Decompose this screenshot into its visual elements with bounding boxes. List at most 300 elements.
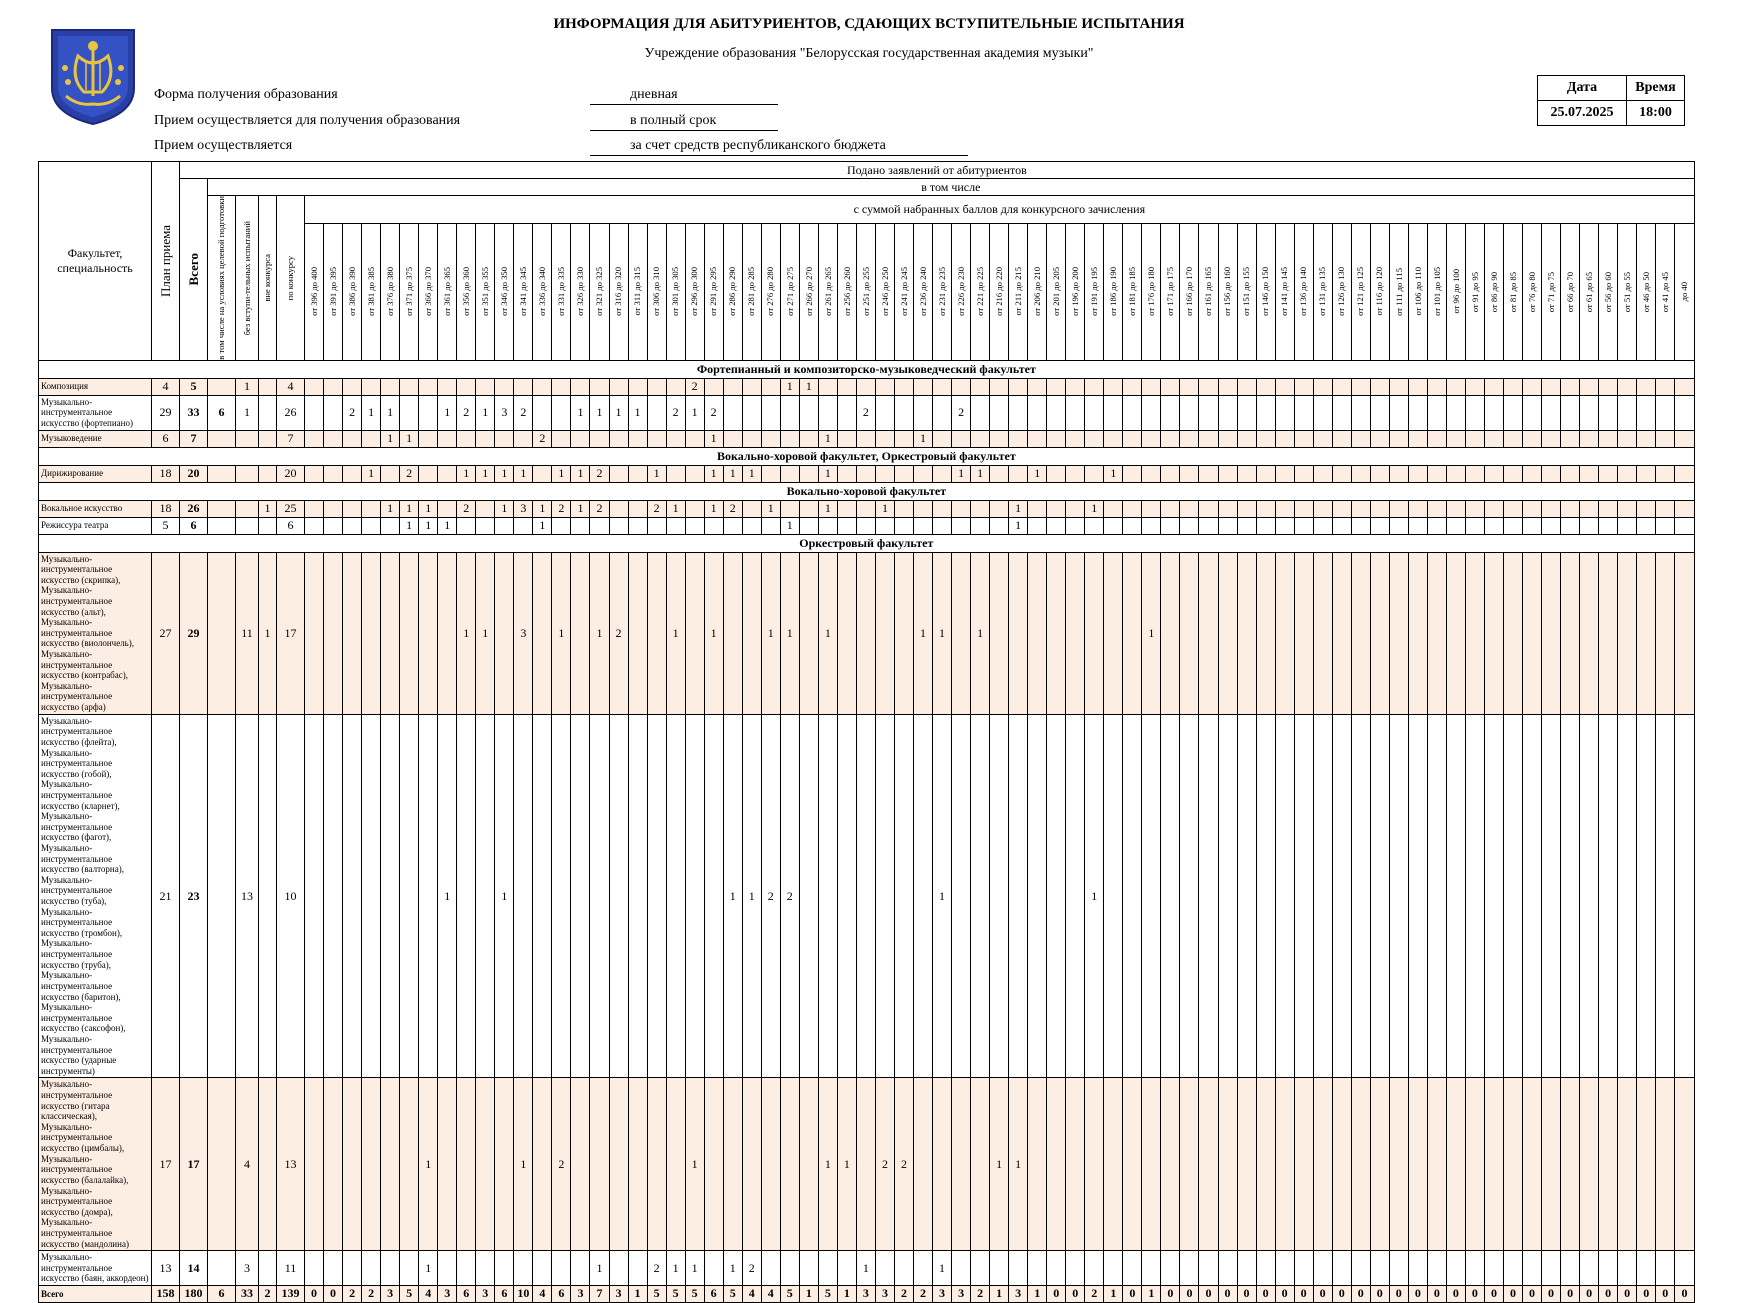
outside-value [259,430,277,447]
score-range-header: от 266 до 270 [799,223,818,360]
score-count-cell [1294,1078,1313,1251]
score-count-cell [1256,552,1275,714]
term-value: в полный срок [590,112,778,131]
noexam-value: 33 [236,1285,259,1302]
score-count-cell: 2 [457,500,476,517]
score-count-cell [628,1251,647,1286]
score-count-cell: 1 [1085,500,1104,517]
score-count-cell [1484,552,1503,714]
score-count-cell [685,465,704,482]
score-count-cell [1009,552,1028,714]
score-count-cell [1637,552,1656,714]
noexam-value: 1 [236,395,259,430]
score-count-cell [742,378,761,395]
score-count-cell [1275,465,1294,482]
score-count-cell [1542,500,1561,517]
score-count-cell: 1 [1009,517,1028,534]
score-count-cell [1028,552,1047,714]
score-range-header: от 221 до 225 [971,223,990,360]
score-count-cell [628,378,647,395]
score-count-cell [837,1251,856,1286]
outside-value [259,465,277,482]
score-count-cell [533,1078,552,1251]
score-count-cell: 1 [837,1078,856,1251]
score-count-cell [990,465,1009,482]
specialty-row [39,517,1695,534]
score-count-cell [1180,465,1199,482]
score-count-cell [1446,552,1465,714]
score-count-cell [1332,378,1351,395]
score-count-cell: 2 [685,378,704,395]
score-count-cell [875,714,894,1078]
score-count-cell [1066,395,1085,430]
col-total-header: Всего [180,179,208,361]
score-count-cell: 2 [533,430,552,447]
score-count-cell [666,1078,685,1251]
score-count-cell [343,378,362,395]
score-count-cell [990,395,1009,430]
score-count-cell [324,465,343,482]
score-count-cell: 1 [914,552,933,714]
score-count-cell [875,552,894,714]
score-count-cell [495,378,514,395]
score-range-header: от 306 до 310 [647,223,666,360]
score-range-header: от 361 до 365 [438,223,457,360]
score-count-cell [914,500,933,517]
score-count-cell [875,1251,894,1286]
score-count-cell [1580,430,1599,447]
score-count-cell [457,1078,476,1251]
score-count-cell: 1 [818,500,837,517]
score-range-header: от 311 до 315 [628,223,647,360]
score-count-cell [1294,378,1313,395]
form-value: дневная [590,86,778,105]
score-count-cell: 0 [1389,1285,1408,1302]
competition-value: 20 [277,465,305,482]
score-count-cell [1408,378,1427,395]
score-count-cell [1009,378,1028,395]
score-count-cell: 1 [438,517,457,534]
score-count-cell [362,714,381,1078]
score-count-cell [799,517,818,534]
score-count-cell [666,430,685,447]
score-count-cell [1675,500,1694,517]
score-count-cell [780,430,799,447]
score-count-cell: 0 [1408,1285,1427,1302]
score-range-header: от 146 до 150 [1256,223,1275,360]
score-count-cell [1637,395,1656,430]
score-count-cell: 1 [818,552,837,714]
score-range-header: от 316 до 320 [609,223,628,360]
score-count-cell [685,714,704,1078]
score-count-cell: 0 [1047,1285,1066,1302]
score-count-cell [971,430,990,447]
col-plan-header: План приема [152,162,180,361]
score-count-cell [495,430,514,447]
score-count-cell [1370,517,1389,534]
score-count-cell: 2 [400,465,419,482]
score-count-cell [1675,395,1694,430]
score-count-cell [1656,1251,1675,1286]
score-count-cell: 2 [875,1078,894,1251]
score-count-cell [1465,395,1484,430]
score-count-cell: 2 [742,1251,761,1286]
score-count-cell [1218,500,1237,517]
score-count-cell: 3 [495,395,514,430]
score-count-cell [381,378,400,395]
score-count-cell [1085,465,1104,482]
score-count-cell [894,378,913,395]
plan-value: 27 [152,552,180,714]
score-count-cell [856,500,875,517]
specialty-name: Музыкально-инструментальное искусство (флейта), Музыкально-инструментальное искусство (гобой), Музыкально-инструментальное искусство (кларнет), Музыкально-инструментальное искусство (фагот), Музыкально-инструментальное искусство (валторна), Музыкально-инструментальное искусство (туба), Музыкально-инструментальное искусство (тромбон), Музыкально-инструментальное искусство (труба), Музыкально-инструментальное искусство (баритон), Музыкально-инструментальное искусство (саксофон), Музыкально-инструментальное искусство (ударные инструменты) [39,714,152,1078]
score-count-cell [1180,1078,1199,1251]
score-count-cell [666,378,685,395]
score-count-cell: 1 [1142,552,1161,714]
score-count-cell [609,378,628,395]
score-count-cell [1180,1251,1199,1286]
score-count-cell: 3 [875,1285,894,1302]
score-count-cell [914,517,933,534]
score-range-header: от 346 до 350 [495,223,514,360]
score-count-cell [1294,552,1313,714]
score-range-header: от 351 до 355 [476,223,495,360]
col-faculty-header: Факультет, специальность [39,162,152,361]
score-count-cell [914,714,933,1078]
score-range-header: от 176 до 180 [1142,223,1161,360]
specialty-name: Музыкально-инструментальное искусство (гитара классическая), Музыкально-инструментальное искусство (цимбалы), Музыкально-инструментальное искусство (балалайка), Музыкально-инструментальное искусство (домра), Музыкально-инструментальное искусство (мандолина) [39,1078,152,1251]
score-range-header: от 251 до 255 [856,223,875,360]
score-count-cell [305,552,324,714]
score-count-cell [1123,1251,1142,1286]
specialty-row [39,1078,1695,1251]
score-count-cell [1656,500,1675,517]
score-count-cell [1484,465,1503,482]
score-range-header: от 246 до 250 [875,223,894,360]
target-value [208,1251,236,1286]
score-count-cell [438,430,457,447]
score-count-cell [666,517,685,534]
score-count-cell: 1 [704,430,723,447]
specialty-row [39,430,1695,447]
score-count-cell [647,378,666,395]
score-count-cell [1047,395,1066,430]
score-count-cell: 2 [647,500,666,517]
score-count-cell: 0 [1123,1285,1142,1302]
score-count-cell [1580,714,1599,1078]
score-count-cell [952,500,971,517]
plan-value: 21 [152,714,180,1078]
score-count-cell [1313,378,1332,395]
page-title: ИНФОРМАЦИЯ ДЛЯ АБИТУРИЕНТОВ, СДАЮЩИХ ВСТУПИТЕЛЬНЫЕ ИСПЫТАНИЯ [553,16,1185,32]
score-count-cell [381,1251,400,1286]
score-range-header: от 201 до 205 [1047,223,1066,360]
score-count-cell [438,1078,457,1251]
score-range-header: от 156 до 160 [1218,223,1237,360]
score-count-cell [628,552,647,714]
score-count-cell [1047,552,1066,714]
score-count-cell [476,500,495,517]
score-count-cell [1446,500,1465,517]
score-count-cell [990,552,1009,714]
specialty-name: Вокальное искусство [39,500,152,517]
score-count-cell [362,500,381,517]
score-count-cell [1066,430,1085,447]
score-count-cell [1009,465,1028,482]
score-range-header: от 76 до 80 [1523,223,1542,360]
specialty-name: Музыкально-инструментальное искусство (фортепиано) [39,395,152,430]
score-count-cell [799,1078,818,1251]
score-count-cell [1275,1078,1294,1251]
score-count-cell: 3 [1009,1285,1028,1302]
score-count-cell [495,517,514,534]
score-count-cell [837,430,856,447]
score-count-cell [1161,465,1180,482]
score-count-cell [609,1078,628,1251]
score-count-cell: 2 [552,1078,571,1251]
score-count-cell: 10 [514,1285,533,1302]
score-count-cell: 1 [780,552,799,714]
score-count-cell [1218,465,1237,482]
score-count-cell [324,395,343,430]
score-count-cell [1408,1078,1427,1251]
total-value: 23 [180,714,208,1078]
score-count-cell [647,552,666,714]
score-count-cell: 1 [780,517,799,534]
total-row [39,1285,1695,1302]
score-count-cell: 0 [1561,1285,1580,1302]
score-count-cell [685,430,704,447]
score-range-header: от 186 до 190 [1104,223,1123,360]
score-range-header: от 336 до 340 [533,223,552,360]
score-count-cell [305,1078,324,1251]
score-count-cell: 1 [1009,1078,1028,1251]
score-count-cell: 1 [761,552,780,714]
score-count-cell [647,714,666,1078]
score-count-cell [324,378,343,395]
score-count-cell [1599,517,1618,534]
score-count-cell [704,714,723,1078]
score-count-cell [1656,552,1675,714]
score-count-cell [875,517,894,534]
score-count-cell: 1 [590,552,609,714]
score-count-cell [305,430,324,447]
score-count-cell: 2 [590,500,609,517]
score-range-header: от 366 до 370 [419,223,438,360]
score-count-cell [742,430,761,447]
score-count-cell [1427,517,1446,534]
score-range-header: от 281 до 285 [742,223,761,360]
score-count-cell [856,552,875,714]
score-range-header: от 51 до 55 [1618,223,1637,360]
score-count-cell: 4 [533,1285,552,1302]
score-count-cell [952,1251,971,1286]
score-count-cell [1066,1251,1085,1286]
score-count-cell [1104,552,1123,714]
score-count-cell: 1 [723,465,742,482]
score-count-cell [1427,1251,1446,1286]
score-count-cell [1161,552,1180,714]
score-count-cell [914,378,933,395]
noexam-value [236,517,259,534]
score-count-cell [305,500,324,517]
score-count-cell [761,1251,780,1286]
score-count-cell [1142,1078,1161,1251]
score-count-cell [1142,395,1161,430]
score-count-cell: 1 [990,1285,1009,1302]
score-count-cell [1408,517,1427,534]
score-count-cell [1313,1251,1332,1286]
score-count-cell [1580,395,1599,430]
plan-value: 5 [152,517,180,534]
score-count-cell [438,465,457,482]
score-count-cell [933,517,952,534]
score-count-cell [1066,552,1085,714]
score-count-cell: 0 [1237,1285,1256,1302]
score-count-cell: 1 [704,500,723,517]
score-count-cell [723,430,742,447]
score-count-cell [628,500,647,517]
outside-value [259,378,277,395]
score-count-cell [1313,500,1332,517]
score-count-cell [1656,714,1675,1078]
score-count-cell: 1 [818,1078,837,1251]
score-count-cell [438,378,457,395]
score-count-cell: 3 [514,500,533,517]
score-count-cell [971,1078,990,1251]
score-count-cell [1370,1251,1389,1286]
score-count-cell [1161,1078,1180,1251]
score-count-cell [1351,395,1370,430]
score-count-cell: 3 [381,1285,400,1302]
date-time-box [1537,75,1685,126]
score-count-cell [875,378,894,395]
score-count-cell [381,714,400,1078]
score-count-cell [1009,1251,1028,1286]
score-count-cell: 6 [495,1285,514,1302]
score-count-cell [552,395,571,430]
noexam-value [236,500,259,517]
academy-emblem [48,26,138,126]
score-count-cell [1351,517,1370,534]
score-count-cell [609,500,628,517]
score-count-cell [1066,500,1085,517]
score-count-cell [1637,1078,1656,1251]
score-count-cell [1561,1251,1580,1286]
score-count-cell: 2 [723,500,742,517]
score-count-cell [952,714,971,1078]
score-count-cell [343,465,362,482]
plan-value: 18 [152,500,180,517]
score-count-cell [1275,500,1294,517]
score-count-cell: 1 [780,378,799,395]
score-count-cell: 1 [685,395,704,430]
score-count-cell [1085,1251,1104,1286]
score-count-cell [1675,430,1694,447]
score-count-cell [1618,517,1637,534]
score-count-cell [1542,552,1561,714]
score-count-cell: 1 [723,714,742,1078]
score-count-cell [818,1251,837,1286]
score-count-cell: 1 [990,1078,1009,1251]
score-count-cell [628,430,647,447]
score-count-cell: 1 [476,465,495,482]
score-count-cell [571,552,590,714]
score-count-cell [1047,1078,1066,1251]
score-count-cell [1580,1251,1599,1286]
score-count-cell: 1 [1142,1285,1161,1302]
score-count-cell [742,517,761,534]
score-count-cell: 1 [552,552,571,714]
score-count-cell [1256,378,1275,395]
score-count-cell: 2 [666,395,685,430]
score-count-cell [1256,465,1275,482]
score-count-cell [666,714,685,1078]
score-count-cell [495,552,514,714]
specialty-name: Музыкально-инструментальное искусство (скрипка), Музыкально-инструментальное искусство (альт), Музыкально-инструментальное искусство (виолончель), Музыкально-инструментальное искусство (контрабас), Музыкально-инструментальное искусство (арфа) [39,552,152,714]
score-count-cell [419,430,438,447]
total-label: Всего [39,1285,152,1302]
outside-value: 1 [259,500,277,517]
score-count-cell: 1 [837,1285,856,1302]
score-count-cell [1275,714,1294,1078]
score-count-cell: 0 [1484,1285,1503,1302]
score-count-cell [400,552,419,714]
score-count-cell: 5 [400,1285,419,1302]
score-count-cell [1484,378,1503,395]
score-count-cell [1085,395,1104,430]
score-count-cell [514,714,533,1078]
score-count-cell [1332,465,1351,482]
competition-value: 26 [277,395,305,430]
score-count-cell [1465,430,1484,447]
score-count-cell [1313,517,1332,534]
score-count-cell: 3 [514,552,533,714]
score-count-cell [856,714,875,1078]
score-count-cell: 2 [856,395,875,430]
score-count-cell: 1 [647,465,666,482]
score-count-cell [1009,430,1028,447]
score-count-cell [1656,1078,1675,1251]
score-count-cell: 0 [324,1285,343,1302]
specialty-name: Дирижирование [39,465,152,482]
score-count-cell [1237,517,1256,534]
score-count-cell [1561,517,1580,534]
score-count-cell [305,378,324,395]
score-count-cell [952,430,971,447]
score-count-cell: 4 [419,1285,438,1302]
score-count-cell [1503,430,1522,447]
score-count-cell [590,430,609,447]
score-count-cell [818,517,837,534]
score-count-cell [457,378,476,395]
score-count-cell [1503,714,1522,1078]
score-count-cell: 1 [419,1078,438,1251]
score-count-cell: 0 [1523,1285,1542,1302]
score-count-cell [1561,500,1580,517]
score-count-cell [419,552,438,714]
score-count-cell [856,378,875,395]
score-count-cell [1104,1251,1123,1286]
faculty-section-title: Фортепианный и композиторско-музыковедческий факультет [39,360,1695,378]
score-count-cell: 0 [1427,1285,1446,1302]
target-value [208,465,236,482]
score-count-cell [552,714,571,1078]
score-count-cell [723,552,742,714]
score-range-header: от 56 до 60 [1599,223,1618,360]
date-value: 25.07.2025 [1538,101,1627,126]
score-count-cell [799,465,818,482]
